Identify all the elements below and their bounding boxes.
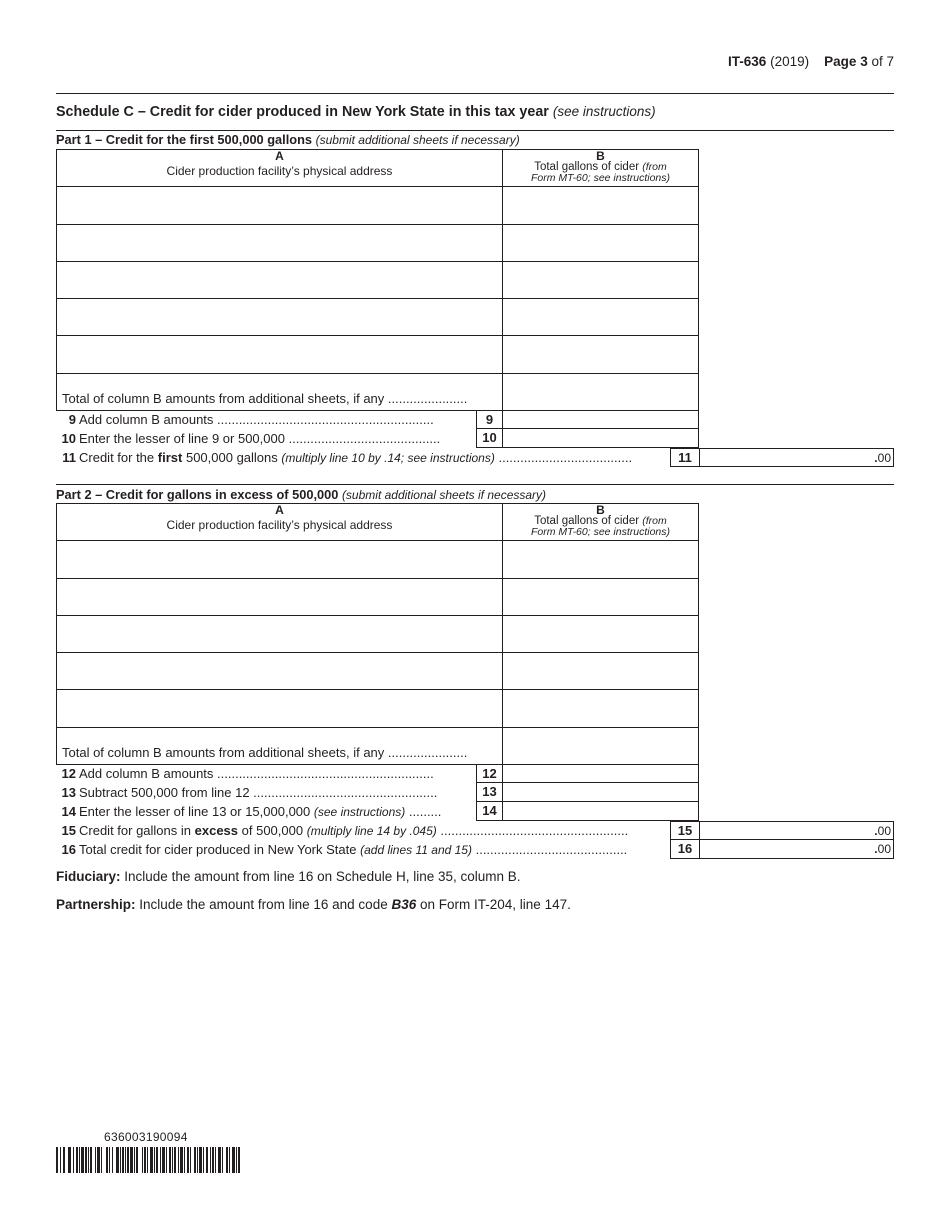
line12-label — [56, 764, 474, 783]
line12-text: Add column B amounts ............................................................ — [79, 766, 434, 781]
fiduciary-label: Fiduciary: — [56, 869, 121, 884]
line15-text-pre: Credit for gallons in — [79, 823, 191, 838]
part2-gallons-field-2[interactable] — [502, 578, 699, 616]
line11-label — [56, 448, 668, 467]
col-b-desc-note2: Form MT-60; see instructions) — [530, 526, 671, 538]
page-number: 3 — [860, 54, 868, 69]
part1-title-note: (submit additional sheets if necessary) — [315, 133, 520, 147]
line14-num: 14 — [61, 804, 76, 819]
part2-col-a-header — [56, 503, 503, 541]
part2-gallons-field-1[interactable] — [502, 541, 699, 579]
col-b-desc — [503, 162, 698, 184]
part1-title-text: Part 1 – Credit for the first 500,000 gallons — [56, 132, 313, 147]
part1-address-field-3[interactable] — [56, 261, 503, 299]
col-b-letter: B — [596, 149, 605, 163]
line15-num: 15 — [61, 823, 76, 838]
part2-gallons-field-4[interactable] — [502, 652, 699, 690]
part1-address-field-4[interactable] — [56, 298, 503, 336]
barcode-number: 636003190094 — [104, 1130, 188, 1144]
part1-address-field-5[interactable] — [56, 336, 503, 374]
part1-gallons-field-1[interactable] — [502, 187, 699, 225]
part2-gallons-field-3[interactable] — [502, 615, 699, 653]
part2-title-note: (submit additional sheets if necessary) — [341, 488, 547, 502]
form-year: (2019) — [770, 54, 810, 69]
line11-cents: 00 — [877, 451, 891, 465]
line14-box-number: 14 — [476, 802, 503, 821]
col-b-letter: B — [596, 503, 605, 517]
schedule-title — [56, 104, 656, 120]
part1-address-field-1[interactable] — [56, 187, 503, 225]
line14-note: (see instructions) — [313, 805, 406, 819]
part1-gallons-field-4[interactable] — [502, 298, 699, 336]
line16-num: 16 — [61, 842, 76, 857]
line14-amount-field[interactable] — [502, 802, 699, 821]
part2-address-field-5[interactable] — [56, 690, 503, 728]
col-b-desc-text: Total gallons of cider — [534, 515, 640, 527]
part1-address-field-2[interactable] — [56, 224, 503, 262]
line16-dots: .......................................... — [475, 842, 628, 857]
fiduciary-note — [56, 869, 521, 884]
line12-num: 12 — [61, 766, 76, 781]
line16-amount-field[interactable]: .00 — [699, 840, 894, 859]
line11-box-number: 11 — [670, 448, 700, 467]
page-label: Page — [824, 54, 857, 69]
col-b-desc-note2: Form MT-60; see instructions) — [530, 172, 671, 184]
part2-address-field-4[interactable] — [56, 652, 503, 690]
col-b-desc-text: Total gallons of cider — [534, 161, 640, 173]
part2-col-b-header — [502, 503, 699, 541]
col-a-desc: Cider production facility’s physical address — [166, 518, 393, 532]
partnership-note — [56, 897, 571, 912]
line16-box-number: 16 — [670, 840, 700, 859]
col-b-desc-note1: (from — [642, 161, 667, 173]
part1-title — [56, 132, 520, 147]
part1-total-sheets-field[interactable] — [502, 373, 699, 411]
part2-total-sheets-label: Total of column B amounts from additional sheets, if any ...................... — [56, 727, 503, 765]
line11-dots: ..................................... — [498, 450, 633, 465]
line11-num: 11 — [62, 450, 76, 465]
line9-label — [56, 410, 474, 429]
line9-amount-field[interactable] — [502, 410, 699, 429]
line10-label — [56, 429, 474, 448]
line9-num: 9 — [68, 412, 76, 427]
line14-label — [56, 802, 474, 821]
col-b-desc-note1: (from — [642, 515, 667, 527]
line11-note: (multiply line 10 by .14; see instructions) — [281, 451, 495, 465]
part1-gallons-field-2[interactable] — [502, 224, 699, 262]
line11-text-pre: Credit for the — [79, 450, 155, 465]
part1-gallons-field-5[interactable] — [502, 336, 699, 374]
header-rule — [56, 93, 894, 94]
line16-text: Total credit for cider produced in New York State — [79, 842, 357, 857]
schedule-title-text: Schedule C – Credit for cider produced in New York State in this tax year — [56, 104, 549, 120]
line15-box-number: 15 — [670, 821, 700, 840]
line12-amount-field[interactable] — [502, 764, 699, 783]
schedule-rule — [56, 130, 894, 131]
col-a-desc: Cider production facility’s physical address — [166, 164, 393, 178]
line9-box-number: 9 — [476, 410, 503, 429]
partnership-text-pre: Include the amount from line 16 and code — [139, 897, 388, 912]
part1-col-b-header — [502, 149, 699, 187]
barcode-image — [56, 1147, 240, 1173]
line13-label — [56, 783, 474, 802]
line11-text-post: 500,000 gallons — [185, 450, 278, 465]
line13-box-number: 13 — [476, 783, 503, 802]
part2-gallons-field-5[interactable] — [502, 690, 699, 728]
partnership-label: Partnership: — [56, 897, 136, 912]
col-b-desc — [503, 516, 698, 538]
part2-title — [56, 487, 546, 502]
line11-amount-field[interactable]: .00 — [699, 448, 894, 467]
line13-text: Subtract 500,000 from line 12 ................................................... — [79, 785, 438, 800]
line15-note: (multiply line 14 by .045) — [306, 824, 437, 838]
partnership-text-post: on Form IT-204, line 147. — [420, 897, 571, 912]
schedule-title-note: (see instructions) — [552, 104, 656, 119]
line15-amount-field[interactable]: .00 — [699, 821, 894, 840]
line16-note: (add lines 11 and 15) — [360, 843, 472, 857]
form-id: IT-636 — [728, 54, 767, 69]
part1-gallons-field-3[interactable] — [502, 261, 699, 299]
col-a-letter: A — [275, 503, 284, 517]
part-divider-rule — [56, 484, 894, 485]
line13-amount-field[interactable] — [502, 783, 699, 802]
page-of: of 7 — [871, 54, 894, 69]
line15-dots: .................................................... — [440, 823, 629, 838]
line10-box-number: 10 — [476, 429, 503, 448]
line16-label — [56, 840, 668, 859]
line12-box-number: 12 — [476, 764, 503, 783]
line10-num: 10 — [61, 431, 76, 446]
fiduciary-text: Include the amount from line 16 on Schedule H, line 35, column B. — [124, 869, 521, 884]
line11-text-bold: first — [157, 450, 183, 465]
part2-title-text: Part 2 – Credit for gallons in excess of 500,000 — [56, 487, 339, 502]
line14-text: Enter the lesser of line 13 or 15,000,000 — [79, 804, 311, 819]
part1-total-sheets-label: Total of column B amounts from additional sheets, if any ...................... — [56, 373, 503, 411]
line15-text-post: of 500,000 — [241, 823, 304, 838]
part2-address-field-3[interactable] — [56, 615, 503, 653]
line9-text: Add column B amounts ............................................................ — [79, 412, 434, 427]
part2-address-field-2[interactable] — [56, 578, 503, 616]
line15-label — [56, 821, 668, 840]
line16-cents: 00 — [877, 842, 891, 856]
line14-dots: ......... — [408, 804, 442, 819]
line15-cents: 00 — [877, 824, 891, 838]
line10-text: Enter the lesser of line 9 or 500,000 .......................................... — [79, 431, 441, 446]
line13-num: 13 — [61, 785, 76, 800]
page-header — [728, 54, 894, 69]
line15-text-bold: excess — [194, 823, 239, 838]
col-a-letter: A — [275, 149, 284, 163]
line10-amount-field[interactable] — [502, 429, 699, 448]
part1-col-a-header — [56, 149, 503, 187]
part2-total-sheets-field[interactable] — [502, 727, 699, 765]
partnership-code: B36 — [391, 897, 417, 912]
part2-address-field-1[interactable] — [56, 541, 503, 579]
